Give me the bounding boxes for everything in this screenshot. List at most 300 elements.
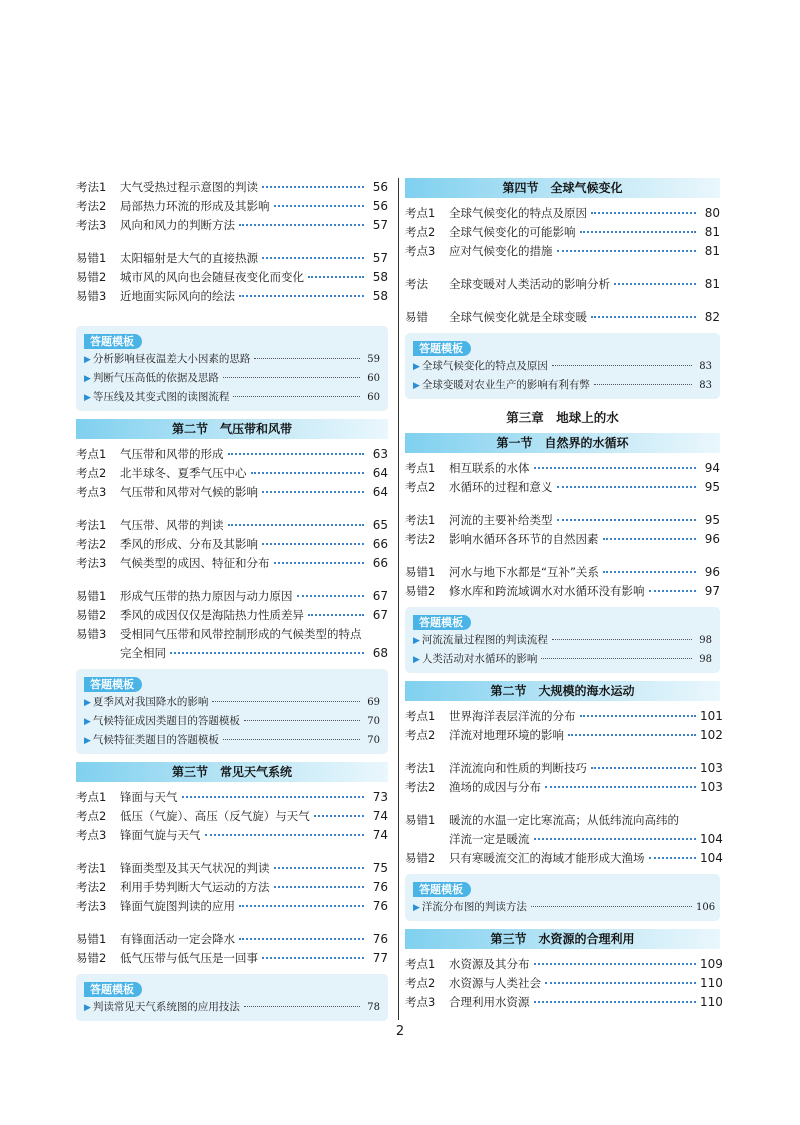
entry-page: 109 [700, 957, 723, 971]
leader-dots [205, 834, 365, 836]
triangle-bullet-icon: ▶ [413, 655, 420, 665]
toc-entry[interactable] [76, 464, 388, 483]
entry-title: 河水与地下水都是“互补”关系 [449, 565, 599, 579]
template-page: 78 [367, 1002, 380, 1013]
entry-page: 81 [704, 225, 720, 239]
entry-page: 58 [372, 270, 388, 284]
entry-label: 易错 [405, 310, 428, 324]
entry-page: 103 [700, 780, 723, 794]
answer-template-tag: 答题模板 [413, 341, 471, 356]
toc-entry[interactable] [76, 483, 388, 502]
leader-dots [557, 486, 697, 488]
template-list [84, 693, 380, 750]
leader-dots [534, 1001, 697, 1003]
toc-entry[interactable] [405, 993, 723, 1012]
toc-entry[interactable] [405, 242, 720, 261]
leader-dots [228, 524, 365, 526]
entry-page: 63 [372, 447, 388, 461]
entry-title: 合理利用水资源 [449, 995, 530, 1009]
entry-label: 易错2 [76, 270, 107, 284]
leader-dots [239, 938, 364, 940]
entry-label: 易错1 [405, 813, 436, 827]
toc-entry[interactable] [76, 268, 388, 287]
entry-page: 58 [372, 289, 388, 303]
toc-entry[interactable] [405, 778, 723, 797]
template-item[interactable] [84, 731, 380, 750]
toc-entry[interactable] [405, 308, 720, 327]
leader-dots [557, 519, 697, 521]
toc-entry[interactable] [76, 625, 388, 663]
leader-dots [170, 652, 364, 654]
leader-dots [552, 639, 692, 640]
toc-entry[interactable] [405, 582, 720, 601]
leader-dots [262, 957, 364, 959]
entry-title: 有锋面活动一定会降水 [120, 932, 235, 946]
template-list [84, 998, 380, 1017]
entry-title: 洋流流向和性质的判断技巧 [449, 761, 587, 775]
triangle-bullet-icon: ▶ [84, 736, 91, 746]
entry-label: 易错2 [76, 608, 107, 622]
toc-entry[interactable] [405, 459, 720, 478]
entry-label: 考点3 [405, 995, 436, 1009]
group [76, 930, 388, 968]
entry-label: 易错3 [76, 289, 107, 303]
entry-title-continued: 完全相同 [120, 646, 166, 660]
entry-label: 考法1 [76, 518, 107, 532]
leader-dots [568, 734, 696, 736]
leader-dots [557, 250, 697, 252]
template-page: 69 [367, 697, 380, 708]
triangle-bullet-icon: ▶ [84, 698, 91, 708]
template-page: 98 [699, 654, 712, 665]
toc-entry[interactable] [76, 807, 388, 826]
template-page: 70 [367, 735, 380, 746]
entry-label: 易错2 [405, 584, 436, 598]
toc-entry[interactable] [405, 974, 723, 993]
entry-label: 考点2 [76, 809, 107, 823]
entry-label: 考法1 [76, 180, 107, 194]
entry-title: 全球气候变化的特点及原因 [449, 206, 587, 220]
toc-entry[interactable] [76, 897, 388, 916]
group [405, 707, 723, 745]
entry-label: 考点3 [76, 828, 107, 842]
template-item[interactable] [84, 712, 380, 731]
entry-page: 68 [372, 646, 388, 660]
entry-page: 94 [704, 461, 720, 475]
entry-page: 95 [704, 513, 720, 527]
toc-right-column [405, 178, 723, 1012]
answer-template-tag: 答题模板 [84, 677, 142, 692]
leader-dots [649, 857, 697, 859]
template-title: 气候特征类题目的答题模板 [92, 734, 219, 746]
entry-label: 考法2 [76, 537, 107, 551]
template-list [413, 898, 716, 917]
leader-dots [228, 453, 365, 455]
toc-entry[interactable] [405, 955, 723, 974]
chapter-heading[interactable]: 第三章 地球上的水 [506, 410, 619, 425]
template-title: 全球变暖对农业生产的影响有利有弊 [421, 379, 590, 391]
entry-title: 修水库和跨流域调水对水循环没有影响 [449, 584, 645, 598]
entry-title: 河流的主要补给类型 [449, 513, 553, 527]
entry-label: 考法2 [405, 780, 436, 794]
entry-label: 考点2 [76, 466, 107, 480]
template-page: 83 [699, 380, 712, 391]
leader-dots [594, 384, 692, 385]
group [405, 563, 720, 601]
toc-entry[interactable] [76, 949, 388, 968]
leader-dots [239, 224, 364, 226]
group [405, 759, 723, 797]
leader-dots [308, 614, 364, 616]
template-title: 全球气候变化的特点及原因 [421, 360, 548, 372]
template-title: 分析影响昼夜温差大小因素的思路 [92, 353, 251, 365]
leader-dots [552, 365, 692, 366]
entry-page: 104 [700, 832, 723, 846]
template-item[interactable] [413, 898, 716, 917]
entry-page: 64 [372, 485, 388, 499]
toc-entry[interactable] [405, 275, 720, 294]
entry-label: 易错1 [405, 565, 436, 579]
entry-label: 考点3 [405, 244, 436, 258]
toc-entry[interactable] [405, 759, 723, 778]
page-number: 2 [395, 1024, 405, 1039]
entry-title: 气压带和风带对气候的影响 [120, 485, 258, 499]
triangle-bullet-icon: ▶ [84, 393, 91, 403]
entry-page: 96 [704, 565, 720, 579]
toc-entry[interactable] [405, 726, 723, 745]
template-page: 60 [367, 373, 380, 384]
entry-label: 考法2 [76, 199, 107, 213]
leader-dots [541, 658, 692, 659]
entry-title: 风向和风力的判断方法 [120, 218, 235, 232]
section-heading[interactable]: 第二节 气压带和风带 [76, 419, 388, 439]
entry-title: 水资源与人类社会 [449, 976, 541, 990]
template-title: 夏季风对我国降水的影响 [92, 696, 209, 708]
entry-title: 洋流对地理环境的影响 [449, 728, 564, 742]
toc-entry[interactable] [405, 478, 720, 497]
toc-entry[interactable] [76, 287, 388, 306]
leader-dots [314, 815, 364, 817]
group [76, 178, 388, 235]
entry-title: 全球气候变化的可能影响 [449, 225, 576, 239]
toc-entry[interactable] [76, 445, 388, 464]
template-title: 判断气压高低的依据及思路 [92, 372, 219, 384]
entry-page: 81 [704, 244, 720, 258]
toc-entry[interactable] [76, 587, 388, 606]
leader-dots [274, 562, 365, 564]
entry-label: 考点1 [405, 206, 436, 220]
section-heading[interactable]: 第二节 大规模的海水运动 [405, 681, 720, 701]
entry-label: 易错3 [76, 627, 107, 641]
entry-label: 考法3 [76, 556, 107, 570]
leader-dots [239, 905, 364, 907]
entry-title-continued: 洋流一定是暖流 [449, 832, 530, 846]
answer-template-box [405, 607, 720, 673]
toc-entry[interactable] [405, 849, 723, 868]
leader-dots [262, 257, 364, 259]
entry-page: 97 [704, 584, 720, 598]
toc-entry[interactable] [76, 859, 388, 878]
leader-dots [274, 867, 365, 869]
leader-dots [649, 590, 697, 592]
template-page: 59 [367, 354, 380, 365]
entry-title: 水循环的过程和意义 [449, 480, 553, 494]
entry-page: 76 [372, 880, 388, 894]
entry-title: 锋面类型及其天气状况的判读 [120, 861, 270, 875]
leader-dots [297, 595, 365, 597]
entry-title: 应对气候变化的措施 [449, 244, 553, 258]
entry-page: 67 [372, 589, 388, 603]
leader-dots [223, 377, 360, 378]
template-list [84, 350, 380, 407]
entry-title: 世界海洋表层洋流的分布 [449, 709, 576, 723]
template-item[interactable] [84, 998, 380, 1017]
template-title: 河流流量过程图的判读流程 [421, 634, 548, 646]
answer-template-tag: 答题模板 [413, 882, 471, 897]
leader-dots [251, 472, 365, 474]
group [76, 859, 388, 916]
leader-dots [254, 358, 360, 359]
template-item[interactable] [413, 650, 712, 669]
entry-label: 考点1 [76, 447, 107, 461]
template-item[interactable] [413, 357, 712, 376]
entry-page: 76 [372, 932, 388, 946]
triangle-bullet-icon: ▶ [413, 381, 420, 391]
entry-page: 110 [700, 976, 723, 990]
entry-page: 102 [700, 728, 723, 742]
entry-page: 56 [372, 180, 388, 194]
entry-page: 67 [372, 608, 388, 622]
template-item[interactable] [84, 350, 380, 369]
template-title: 洋流分布图的判读方法 [421, 901, 527, 913]
entry-page: 56 [372, 199, 388, 213]
toc-entry[interactable] [76, 249, 388, 268]
entry-title: 只有寒暖流交汇的海域才能形成大渔场 [449, 851, 645, 865]
template-title: 人类活动对水循环的影响 [421, 653, 538, 665]
group [405, 849, 723, 868]
entry-label: 考点1 [405, 709, 436, 723]
entry-title: 锋面气旋与天气 [120, 828, 201, 842]
entry-label: 易错2 [76, 951, 107, 965]
entry-label: 考法2 [405, 532, 436, 546]
entry-label: 考点1 [76, 790, 107, 804]
template-title: 判读常见天气系统图的应用技法 [92, 1001, 240, 1013]
entry-label: 考法2 [76, 880, 107, 894]
answer-template-box [76, 669, 388, 754]
entry-label: 考点1 [405, 957, 436, 971]
entry-title: 低压（气旋）、高压（反气旋）与天气 [120, 809, 310, 823]
toc-entry[interactable] [76, 788, 388, 807]
entry-title: 低气压带与低气压是一回事 [120, 951, 258, 965]
entry-page: 75 [372, 861, 388, 875]
group [76, 788, 388, 845]
entry-page: 64 [372, 466, 388, 480]
entry-label: 考法1 [405, 513, 436, 527]
leader-dots [534, 963, 697, 965]
template-page: 106 [696, 902, 716, 913]
template-list [413, 631, 712, 669]
entry-title: 气压带和风带的形成 [120, 447, 224, 461]
entry-title: 渔场的成因与分布 [449, 780, 541, 794]
entry-label: 易错1 [76, 589, 107, 603]
entry-page: 110 [700, 995, 723, 1009]
toc-entry[interactable] [405, 204, 720, 223]
answer-template-box [405, 874, 720, 921]
group [405, 204, 720, 261]
entry-page: 74 [372, 828, 388, 842]
entry-title: 形成气压带的热力原因与动力原因 [120, 589, 293, 603]
section-heading[interactable]: 第三节 常见天气系统 [76, 762, 388, 782]
toc-entry[interactable] [405, 707, 723, 726]
leader-dots [614, 283, 696, 285]
entry-title: 暖流的水温一定比寒流高；从低纬流向高纬的 [449, 813, 679, 827]
leader-dots [239, 295, 364, 297]
toc-entry[interactable] [76, 826, 388, 845]
template-page: 70 [367, 716, 380, 727]
leader-dots [274, 205, 365, 207]
group [76, 516, 388, 573]
template-item[interactable] [413, 631, 712, 650]
leader-dots [244, 1006, 360, 1007]
triangle-bullet-icon: ▶ [413, 903, 420, 913]
entry-title: 锋面气旋图判读的应用 [120, 899, 235, 913]
entry-page: 96 [704, 532, 720, 546]
entry-label: 易错1 [76, 932, 107, 946]
entry-page: 57 [372, 251, 388, 265]
template-page: 83 [699, 361, 712, 372]
leader-dots [534, 838, 697, 840]
entry-page: 104 [700, 851, 723, 865]
leader-dots [545, 982, 696, 984]
section-heading[interactable]: 第四节 全球气候变化 [405, 178, 720, 198]
template-item[interactable] [413, 376, 712, 395]
entry-page: 73 [372, 790, 388, 804]
entry-label: 易错2 [405, 851, 436, 865]
toc-entry[interactable] [76, 878, 388, 897]
entry-title: 局部热力环流的形成及其影响 [120, 199, 270, 213]
leader-dots [591, 767, 696, 769]
toc-entry[interactable] [405, 563, 720, 582]
leader-dots [233, 396, 360, 397]
toc-entry[interactable] [76, 178, 388, 197]
toc-entry[interactable] [76, 197, 388, 216]
leader-dots [212, 701, 360, 702]
toc-entry[interactable] [76, 216, 388, 235]
answer-template-box [76, 326, 388, 411]
entry-label: 易错1 [76, 251, 107, 265]
entry-page: 66 [372, 556, 388, 570]
toc-entry[interactable] [76, 554, 388, 573]
triangle-bullet-icon: ▶ [84, 355, 91, 365]
entry-title: 相互联系的水体 [449, 461, 530, 475]
entry-page: 57 [372, 218, 388, 232]
template-page: 98 [699, 635, 712, 646]
answer-template-box [405, 333, 720, 399]
entry-label: 考法3 [76, 899, 107, 913]
entry-label: 考点2 [405, 480, 436, 494]
column-divider [398, 178, 399, 1020]
entry-label: 考法1 [76, 861, 107, 875]
leader-dots [603, 538, 697, 540]
entry-title: 影响水循环各环节的自然因素 [449, 532, 599, 546]
group [76, 587, 388, 625]
group [405, 275, 720, 294]
entry-label: 考点2 [405, 728, 436, 742]
group [76, 249, 388, 306]
template-item[interactable] [84, 369, 380, 388]
leader-dots [274, 886, 365, 888]
leader-dots [591, 212, 696, 214]
entry-page: 103 [700, 761, 723, 775]
answer-template-tag: 答题模板 [84, 982, 142, 997]
toc-entry[interactable] [405, 530, 720, 549]
entry-page: 95 [704, 480, 720, 494]
entry-title: 城市风的风向也会随昼夜变化而变化 [120, 270, 304, 284]
group [76, 445, 388, 502]
leader-dots [262, 186, 364, 188]
leader-dots [534, 467, 697, 469]
leader-dots [531, 906, 692, 907]
entry-page: 82 [704, 310, 720, 324]
section-heading[interactable]: 第三节 水资源的合理利用 [405, 929, 720, 949]
group [405, 459, 720, 497]
leader-dots [580, 231, 697, 233]
entry-page: 74 [372, 809, 388, 823]
entry-page: 66 [372, 537, 388, 551]
toc-entry[interactable] [405, 811, 723, 849]
leader-dots [244, 720, 360, 721]
entry-title: 利用手势判断大气运动的方法 [120, 880, 270, 894]
entry-title: 气候类型的成因、特征和分布 [120, 556, 270, 570]
entry-title: 水资源及其分布 [449, 957, 530, 971]
triangle-bullet-icon: ▶ [84, 1003, 91, 1013]
leader-dots [545, 786, 696, 788]
template-item[interactable] [84, 388, 380, 407]
entry-title: 全球变暖对人类活动的影响分析 [449, 277, 610, 291]
answer-template-tag: 答题模板 [413, 615, 471, 630]
group [405, 308, 720, 327]
entry-page: 77 [372, 951, 388, 965]
toc-entry[interactable] [76, 535, 388, 554]
entry-title: 气压带、风带的判读 [120, 518, 224, 532]
triangle-bullet-icon: ▶ [413, 636, 420, 646]
entry-label: 考法3 [76, 218, 107, 232]
toc-entry[interactable] [405, 511, 720, 530]
toc-entry[interactable] [76, 606, 388, 625]
entry-label: 考法 [405, 277, 428, 291]
entry-page: 76 [372, 899, 388, 913]
entry-page: 80 [704, 206, 720, 220]
answer-template-box [76, 974, 388, 1021]
toc-left-column [76, 178, 388, 1029]
entry-title: 北半球冬、夏季气压中心 [120, 466, 247, 480]
toc-entry[interactable] [405, 223, 720, 242]
toc-entry[interactable] [76, 516, 388, 535]
section-heading[interactable]: 第一节 自然界的水循环 [405, 433, 720, 453]
template-item[interactable] [84, 693, 380, 712]
triangle-bullet-icon: ▶ [84, 717, 91, 727]
entry-title: 全球气候变化就是全球变暖 [449, 310, 587, 324]
entry-title: 近地面实际风向的绘法 [120, 289, 235, 303]
toc-entry[interactable] [76, 930, 388, 949]
answer-template-tag: 答题模板 [84, 334, 142, 349]
leader-dots [182, 796, 365, 798]
entry-page: 81 [704, 277, 720, 291]
triangle-bullet-icon: ▶ [84, 374, 91, 384]
entry-title: 锋面与天气 [120, 790, 178, 804]
leader-dots [308, 276, 364, 278]
entry-label: 考点3 [76, 485, 107, 499]
